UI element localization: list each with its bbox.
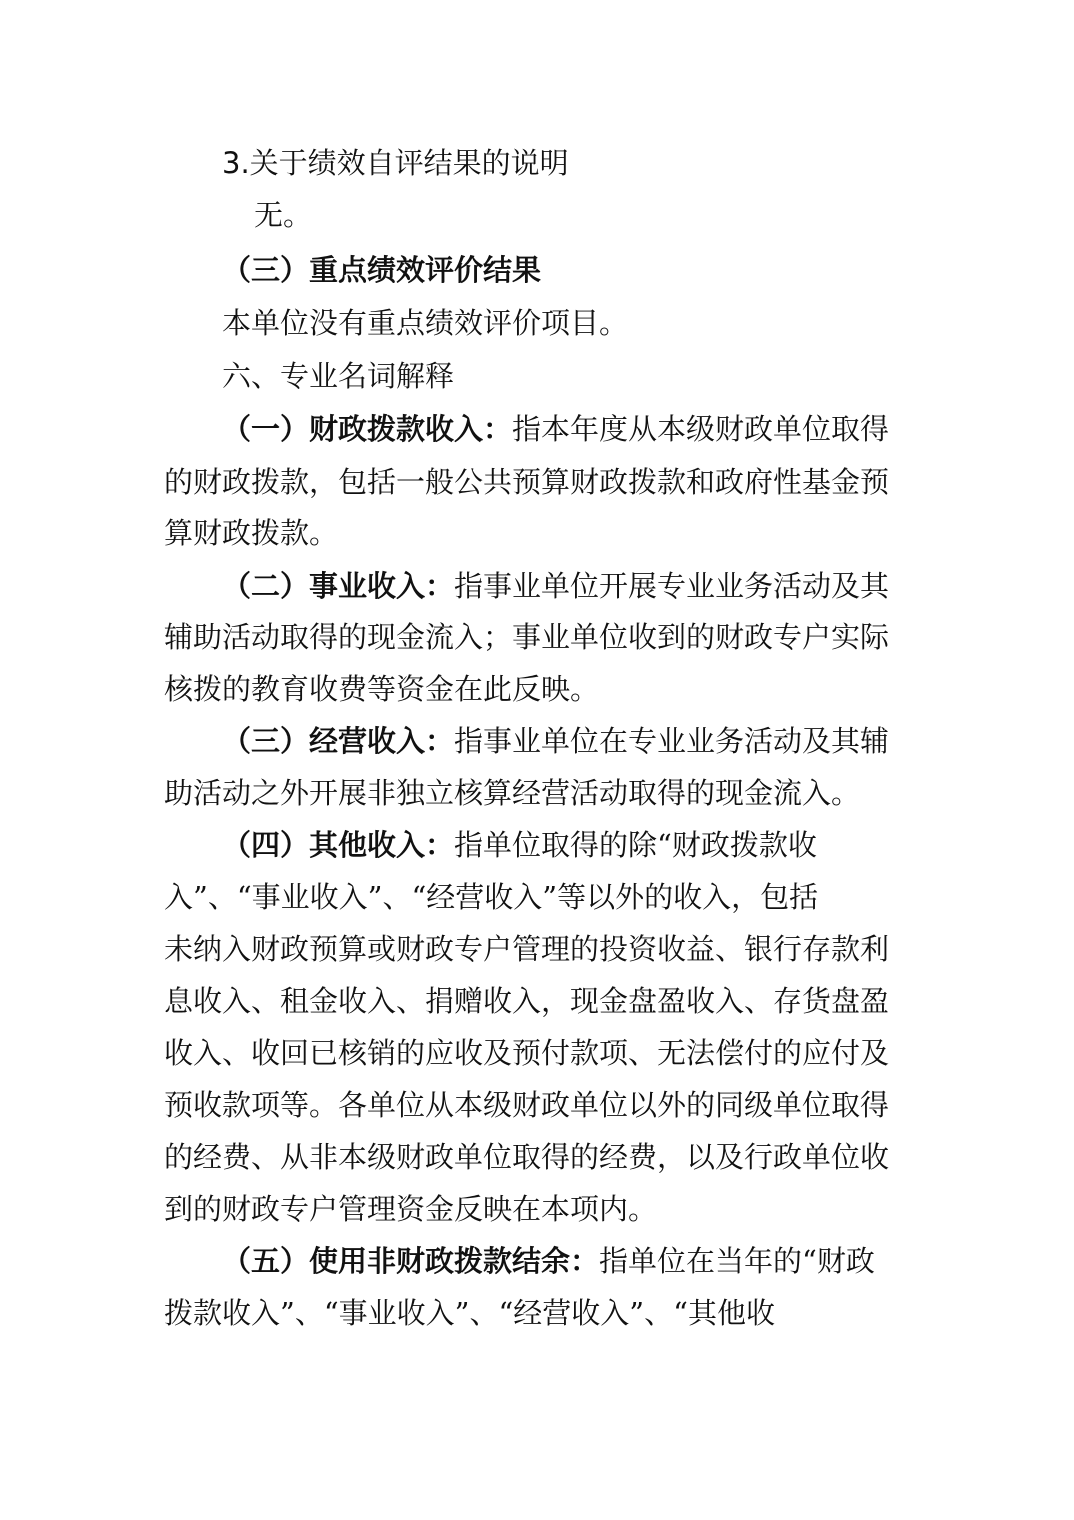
- paragraph-line: 息收入、租金收入、捐赠收入，现金盘盈收入、存货盘盈: [164, 984, 890, 1018]
- glossary-item-other-income: [222, 825, 817, 865]
- glossary-text: 指事业单位在专业业务活动及其辅: [454, 724, 890, 758]
- glossary-term: （一）财政拨款收入：: [222, 412, 513, 446]
- glossary-term: （三）经营收入：: [222, 724, 455, 758]
- paragraph-line: 到的财政专户管理资金反映在本项内。: [164, 1192, 658, 1226]
- paragraph-line: 辅助活动取得的现金流入；事业单位收到的财政专户实际: [164, 620, 890, 654]
- paragraph-line: 助活动之外开展非独立核算经营活动取得的现金流入。: [164, 776, 861, 810]
- self-evaluation-note-text: 无。: [254, 198, 313, 232]
- glossary-text: 指事业单位开展专业业务活动及其: [454, 569, 890, 603]
- paragraph-line: 收入、收回已核销的应收及预付款项、无法偿付的应付及: [164, 1036, 890, 1070]
- paragraph-line: 未纳入财政预算或财政专户管理的投资收益、银行存款利: [164, 932, 890, 966]
- paragraph-line: 预收款项等。各单位从本级财政单位以外的同级单位取得: [164, 1088, 890, 1122]
- glossary-item-fiscal-appropriation: [222, 409, 889, 449]
- glossary-term: （五）使用非财政拨款结余：: [222, 1244, 600, 1278]
- paragraph-line: 的财政拨款，包括一般公共预算财政拨款和政府性基金预: [164, 465, 890, 499]
- section-glossary-heading: 六、专业名词解释: [222, 359, 455, 393]
- glossary-text: 指单位取得的除“财政拨款收: [454, 828, 817, 862]
- glossary-item-operating-income: [222, 721, 889, 761]
- paragraph-line: 拨款收入”、“事业收入”、“经营收入”、“其他收: [164, 1296, 775, 1330]
- subheading-self-evaluation-note: 3.关于绩效自评结果的说明: [222, 146, 569, 180]
- glossary-item-non-fiscal-balance: [222, 1241, 875, 1281]
- paragraph-line: 核拨的教育收费等资金在此反映。: [164, 672, 600, 706]
- paragraph-line: 的经费、从非本级财政单位取得的经费，以及行政单位收: [164, 1140, 890, 1174]
- glossary-term: （四）其他收入：: [222, 828, 455, 862]
- section-key-evaluation-title: （三）重点绩效评价结果: [222, 253, 542, 287]
- glossary-item-undertaking-income: [222, 566, 889, 606]
- glossary-text: 指本年度从本级财政单位取得: [512, 412, 890, 446]
- paragraph-line: 入”、“事业收入”、“经营收入”等以外的收入，包括: [164, 880, 819, 914]
- glossary-text: 指单位在当年的“财政: [599, 1244, 875, 1278]
- section-key-evaluation-text: 本单位没有重点绩效评价项目。: [222, 306, 629, 340]
- paragraph-line: 算财政拨款。: [164, 516, 339, 550]
- glossary-term: （二）事业收入：: [222, 569, 455, 603]
